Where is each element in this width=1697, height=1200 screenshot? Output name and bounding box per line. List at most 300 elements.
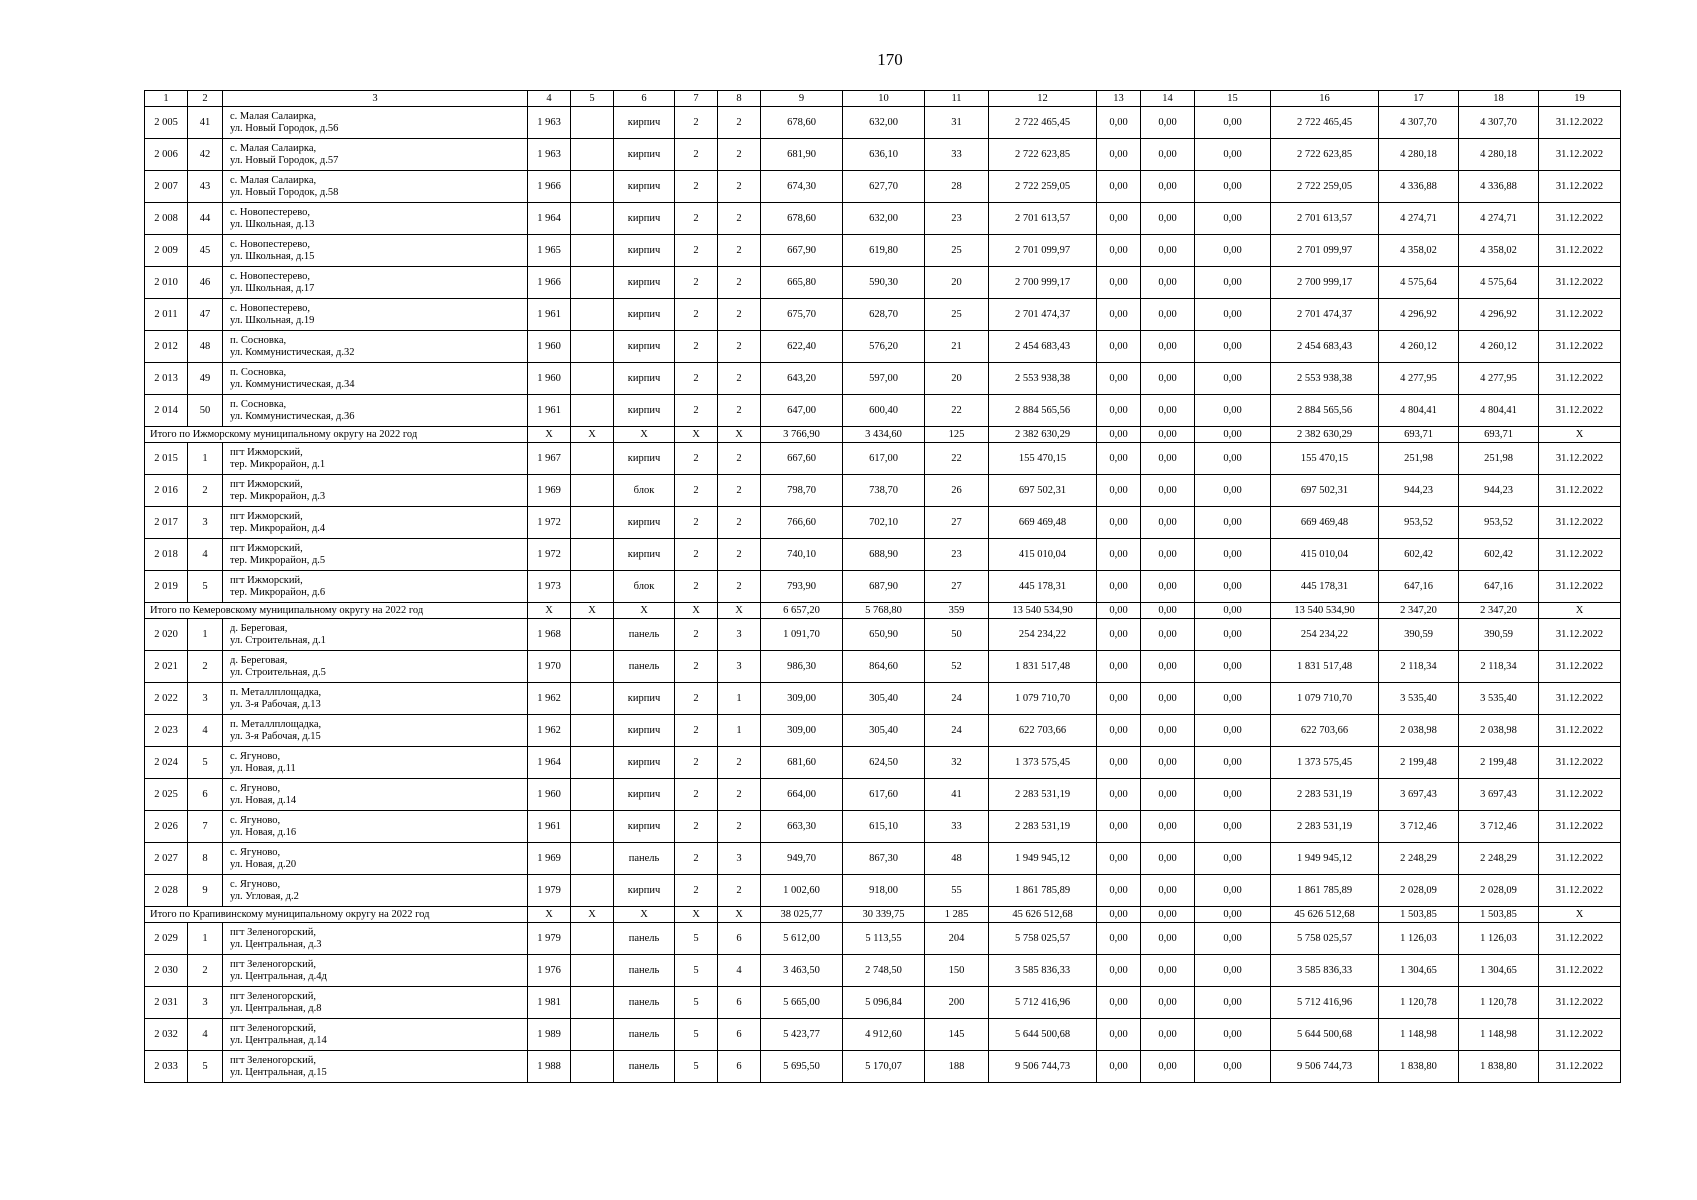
table-cell: 1 972 [528, 507, 571, 539]
table-cell: 2 283 531,19 [1271, 779, 1379, 811]
subtotal-label: Итого по Ижморскому муниципальному округу на 2022 год [145, 427, 528, 443]
table-cell: 200 [925, 987, 989, 1019]
table-cell: 944,23 [1459, 475, 1539, 507]
table-cell: 254 234,22 [1271, 619, 1379, 651]
table-cell [571, 507, 614, 539]
table-cell: 24 [925, 715, 989, 747]
table-cell: 31.12.2022 [1539, 875, 1621, 907]
table-cell: 2 199,48 [1379, 747, 1459, 779]
table-cell: 31.12.2022 [1539, 683, 1621, 715]
table-cell: 2 [675, 779, 718, 811]
table-cell: 4 [188, 1019, 223, 1051]
table-cell: 0,00 [1195, 843, 1271, 875]
table-cell: 2 013 [145, 363, 188, 395]
table-cell: 4 307,70 [1379, 107, 1459, 139]
table-cell: 4 575,64 [1459, 267, 1539, 299]
table-cell: 2 025 [145, 779, 188, 811]
table-cell: 4 [188, 715, 223, 747]
table-cell: X [571, 603, 614, 619]
table-cell: кирпич [614, 139, 675, 171]
table-cell: 0,00 [1195, 507, 1271, 539]
table-cell: 4 260,12 [1459, 331, 1539, 363]
table-cell: 1 960 [528, 331, 571, 363]
table-row [145, 139, 1621, 171]
table-cell: 45 626 512,68 [1271, 907, 1379, 923]
table-cell: 1 002,60 [761, 875, 843, 907]
table-cell: 918,00 [843, 875, 925, 907]
table-cell: 1 126,03 [1459, 923, 1539, 955]
table-cell: 4 804,41 [1459, 395, 1539, 427]
address-cell: пгт Зеленогорский, ул. Центральная, д.15 [223, 1051, 528, 1083]
table-cell: 2 [675, 203, 718, 235]
table-cell: 2 018 [145, 539, 188, 571]
table-cell: 22 [925, 443, 989, 475]
table-cell: кирпич [614, 203, 675, 235]
table-cell: 31.12.2022 [1539, 955, 1621, 987]
table-cell: 2 553 938,38 [1271, 363, 1379, 395]
table-cell: 0,00 [1097, 299, 1141, 331]
table-cell: 2 [718, 107, 761, 139]
table-cell: 31.12.2022 [1539, 139, 1621, 171]
column-number: 3 [223, 91, 528, 107]
table-cell: 26 [925, 475, 989, 507]
table-cell: 4 280,18 [1459, 139, 1539, 171]
table-cell: 663,30 [761, 811, 843, 843]
column-number: 4 [528, 91, 571, 107]
table-cell: 2 701 613,57 [1271, 203, 1379, 235]
table-cell: 251,98 [1459, 443, 1539, 475]
table-cell: 674,30 [761, 171, 843, 203]
table-cell: 31.12.2022 [1539, 171, 1621, 203]
table-cell: 415 010,04 [989, 539, 1097, 571]
table-cell: 1 962 [528, 683, 571, 715]
table-cell: 0,00 [1097, 779, 1141, 811]
table-cell [571, 875, 614, 907]
table-cell: кирпич [614, 875, 675, 907]
table-cell: 2 [675, 747, 718, 779]
table-cell: 31.12.2022 [1539, 843, 1621, 875]
table-cell: 1 960 [528, 779, 571, 811]
table-row [145, 107, 1621, 139]
table-cell: 2 [188, 651, 223, 683]
table-cell: 675,70 [761, 299, 843, 331]
table-cell [571, 539, 614, 571]
table-cell: 25 [925, 299, 989, 331]
table-cell: 0,00 [1141, 987, 1195, 1019]
table-cell: 38 025,77 [761, 907, 843, 923]
table-row [145, 1051, 1621, 1083]
table-cell: 1 979 [528, 923, 571, 955]
table-cell [571, 987, 614, 1019]
table-cell: 2 248,29 [1379, 843, 1459, 875]
table-cell: 309,00 [761, 715, 843, 747]
table-cell: 0,00 [1097, 715, 1141, 747]
table-cell: 6 [718, 987, 761, 1019]
column-number: 6 [614, 91, 675, 107]
table-cell: 0,00 [1141, 811, 1195, 843]
table-cell: 0,00 [1195, 923, 1271, 955]
table-cell: 1 989 [528, 1019, 571, 1051]
table-cell: 0,00 [1195, 331, 1271, 363]
table-cell: 2 017 [145, 507, 188, 539]
table-cell: 0,00 [1195, 779, 1271, 811]
table-row [145, 235, 1621, 267]
table-cell: 0,00 [1141, 507, 1195, 539]
address-cell: п. Сосновка, ул. Коммунистическая, д.32 [223, 331, 528, 363]
table-cell [571, 139, 614, 171]
table-cell: 5 [188, 747, 223, 779]
table-cell: 2 722 259,05 [989, 171, 1097, 203]
table-cell: 20 [925, 363, 989, 395]
table-cell [571, 267, 614, 299]
table-cell: 2 028,09 [1459, 875, 1539, 907]
table-cell: 590,30 [843, 267, 925, 299]
table-cell: кирпич [614, 683, 675, 715]
table-cell: 2 283 531,19 [989, 779, 1097, 811]
address-cell: пгт Зеленогорский, ул. Центральная, д.14 [223, 1019, 528, 1051]
table-cell: 1 861 785,89 [989, 875, 1097, 907]
table-cell: 4 274,71 [1459, 203, 1539, 235]
table-cell: 5 644 500,68 [989, 1019, 1097, 1051]
table-cell: 2 [718, 539, 761, 571]
table-cell: 2 [675, 475, 718, 507]
table-cell: 793,90 [761, 571, 843, 603]
table-cell: 359 [925, 603, 989, 619]
table-cell: 1 [188, 443, 223, 475]
table-cell: 2 016 [145, 475, 188, 507]
table-cell: кирпич [614, 507, 675, 539]
table-cell: 953,52 [1459, 507, 1539, 539]
table-cell: 4 296,92 [1459, 299, 1539, 331]
table-cell: кирпич [614, 715, 675, 747]
table-cell: 2 008 [145, 203, 188, 235]
table-cell: 2 454 683,43 [1271, 331, 1379, 363]
table-cell: 867,30 [843, 843, 925, 875]
table-cell: 617,60 [843, 779, 925, 811]
table-cell [571, 235, 614, 267]
table-cell: 31.12.2022 [1539, 987, 1621, 1019]
table-cell: 0,00 [1097, 651, 1141, 683]
table-cell: X [1539, 427, 1621, 443]
table-cell: 0,00 [1141, 171, 1195, 203]
column-number: 11 [925, 91, 989, 107]
table-cell: 2 012 [145, 331, 188, 363]
table-cell: 5 113,55 [843, 923, 925, 955]
table-cell: 2 [718, 875, 761, 907]
table-cell: 697 502,31 [1271, 475, 1379, 507]
table-row [145, 747, 1621, 779]
table-cell: 2 884 565,56 [1271, 395, 1379, 427]
table-cell: 617,00 [843, 443, 925, 475]
table-cell: 3 535,40 [1379, 683, 1459, 715]
table-cell: 415 010,04 [1271, 539, 1379, 571]
table-cell: 2 722 465,45 [989, 107, 1097, 139]
table-cell: 643,20 [761, 363, 843, 395]
table-cell: 31.12.2022 [1539, 539, 1621, 571]
table-cell: 2 [718, 203, 761, 235]
table-cell: 4 296,92 [1379, 299, 1459, 331]
column-number: 19 [1539, 91, 1621, 107]
table-cell: 702,10 [843, 507, 925, 539]
table-row [145, 1019, 1621, 1051]
table-cell: 0,00 [1097, 843, 1141, 875]
table-cell: 0,00 [1195, 539, 1271, 571]
table-cell: 0,00 [1097, 507, 1141, 539]
table-cell: 0,00 [1141, 203, 1195, 235]
table-cell: 0,00 [1141, 539, 1195, 571]
table-cell: 2 038,98 [1459, 715, 1539, 747]
table-cell: 2 701 099,97 [989, 235, 1097, 267]
table-cell: 2 007 [145, 171, 188, 203]
table-cell: панель [614, 1019, 675, 1051]
table-cell: 25 [925, 235, 989, 267]
table-cell: 740,10 [761, 539, 843, 571]
table-cell: кирпич [614, 443, 675, 475]
table-cell: 1 965 [528, 235, 571, 267]
table-cell: 0,00 [1141, 907, 1195, 923]
table-cell: 1 967 [528, 443, 571, 475]
table-cell: 0,00 [1195, 571, 1271, 603]
table-cell [571, 651, 614, 683]
table-cell: 0,00 [1195, 715, 1271, 747]
table-cell: 28 [925, 171, 989, 203]
table-cell: 2 020 [145, 619, 188, 651]
table-cell [571, 395, 614, 427]
column-number: 8 [718, 91, 761, 107]
table-cell: 3 463,50 [761, 955, 843, 987]
table-cell: 2 [718, 811, 761, 843]
table-cell: 0,00 [1141, 1051, 1195, 1083]
table-cell: 4 280,18 [1379, 139, 1459, 171]
table-cell: 2 [718, 299, 761, 331]
table-cell: 0,00 [1141, 683, 1195, 715]
table-cell: X [614, 907, 675, 923]
table-cell: 0,00 [1195, 619, 1271, 651]
table-cell: 0,00 [1141, 299, 1195, 331]
table-cell: 0,00 [1097, 875, 1141, 907]
table-cell: 3 [718, 843, 761, 875]
table-cell: 1 961 [528, 299, 571, 331]
table-cell: 2 118,34 [1379, 651, 1459, 683]
table-cell: 632,00 [843, 107, 925, 139]
subtotal-row [145, 427, 1621, 443]
table-cell: 0,00 [1195, 603, 1271, 619]
table-cell: блок [614, 475, 675, 507]
table-cell: 697 502,31 [989, 475, 1097, 507]
table-cell: 4 336,88 [1379, 171, 1459, 203]
housing-register-table [144, 90, 1621, 1083]
table-cell: 665,80 [761, 267, 843, 299]
table-cell [571, 811, 614, 843]
column-number: 14 [1141, 91, 1195, 107]
table-cell: 1 962 [528, 715, 571, 747]
table-cell: 1 838,80 [1459, 1051, 1539, 1083]
table-row [145, 571, 1621, 603]
table-cell: X [528, 907, 571, 923]
address-cell: п. Сосновка, ул. Коммунистическая, д.36 [223, 395, 528, 427]
table-cell: 6 [718, 923, 761, 955]
table-cell: 1 [718, 683, 761, 715]
table-cell [571, 923, 614, 955]
table-cell: 0,00 [1141, 603, 1195, 619]
address-cell: пгт Ижморский, тер. Микрорайон, д.4 [223, 507, 528, 539]
table-cell: 2 021 [145, 651, 188, 683]
table-cell: 1 960 [528, 363, 571, 395]
table-cell: 0,00 [1141, 139, 1195, 171]
table-cell: 669 469,48 [989, 507, 1097, 539]
table-cell: 2 [188, 955, 223, 987]
table-cell: 3 [718, 619, 761, 651]
table-cell: 2 283 531,19 [1271, 811, 1379, 843]
table-cell: 31.12.2022 [1539, 331, 1621, 363]
table-cell: 0,00 [1141, 923, 1195, 955]
table-cell: 20 [925, 267, 989, 299]
table-cell: 0,00 [1141, 1019, 1195, 1051]
table-cell: 2 [718, 363, 761, 395]
table-cell: 2 [675, 651, 718, 683]
table-cell: кирпич [614, 267, 675, 299]
table-cell: 2 [675, 107, 718, 139]
table-cell: 0,00 [1195, 267, 1271, 299]
table-cell: 1 304,65 [1459, 955, 1539, 987]
table-cell: 47 [188, 299, 223, 331]
table-row [145, 651, 1621, 683]
table-cell: 864,60 [843, 651, 925, 683]
table-cell: 2 722 623,85 [989, 139, 1097, 171]
table-cell: 2 701 474,37 [1271, 299, 1379, 331]
table-cell: 1 831 517,48 [1271, 651, 1379, 683]
table-row [145, 331, 1621, 363]
table-cell: 31.12.2022 [1539, 811, 1621, 843]
table-cell: 5 096,84 [843, 987, 925, 1019]
table-cell: 664,00 [761, 779, 843, 811]
address-cell: пгт Ижморский, тер. Микрорайон, д.5 [223, 539, 528, 571]
table-cell: 0,00 [1097, 907, 1141, 923]
table-cell: 1 [718, 715, 761, 747]
table-cell: 9 506 744,73 [989, 1051, 1097, 1083]
table-cell: 1 969 [528, 475, 571, 507]
table-row [145, 779, 1621, 811]
table-cell: 2 [675, 267, 718, 299]
table-cell: 1 970 [528, 651, 571, 683]
table-row [145, 715, 1621, 747]
table-cell: 0,00 [1141, 955, 1195, 987]
table-row [145, 395, 1621, 427]
table-row [145, 171, 1621, 203]
table-cell: 2 028,09 [1379, 875, 1459, 907]
table-cell: 1 963 [528, 107, 571, 139]
table-cell: 0,00 [1195, 1051, 1271, 1083]
table-cell: 0,00 [1141, 747, 1195, 779]
table-cell: 2 [675, 811, 718, 843]
table-cell: 5 644 500,68 [1271, 1019, 1379, 1051]
table-cell: 2 248,29 [1459, 843, 1539, 875]
table-cell: 31.12.2022 [1539, 507, 1621, 539]
table-cell: 0,00 [1141, 443, 1195, 475]
address-cell: с. Новопестерево, ул. Школьная, д.19 [223, 299, 528, 331]
table-cell: кирпич [614, 299, 675, 331]
table-cell: 2 [188, 475, 223, 507]
table-cell: X [675, 427, 718, 443]
table-cell: 627,70 [843, 171, 925, 203]
address-cell: пгт Ижморский, тер. Микрорайон, д.1 [223, 443, 528, 475]
page-number: 170 [877, 50, 903, 69]
table-cell: 0,00 [1195, 443, 1271, 475]
table-cell: 2 382 630,29 [989, 427, 1097, 443]
table-cell: кирпич [614, 395, 675, 427]
table-cell: X [1539, 603, 1621, 619]
table-cell: 0,00 [1097, 395, 1141, 427]
table-cell: 31.12.2022 [1539, 395, 1621, 427]
table-cell: 2 [675, 619, 718, 651]
table-cell: 2 023 [145, 715, 188, 747]
table-cell: кирпич [614, 539, 675, 571]
table-cell: 4 358,02 [1459, 235, 1539, 267]
table-cell: 0,00 [1195, 747, 1271, 779]
table-cell: 2 [718, 331, 761, 363]
table-cell: 390,59 [1379, 619, 1459, 651]
table-cell: 31.12.2022 [1539, 779, 1621, 811]
address-cell: пгт Ижморский, тер. Микрорайон, д.3 [223, 475, 528, 507]
table-cell: 4 277,95 [1379, 363, 1459, 395]
table-cell: 2 [675, 875, 718, 907]
table-cell: X [675, 603, 718, 619]
table-cell: 2 [675, 363, 718, 395]
table-cell: 5 [675, 955, 718, 987]
table-cell: 0,00 [1097, 139, 1141, 171]
table-cell: 6 [188, 779, 223, 811]
table-cell: 0,00 [1097, 203, 1141, 235]
table-cell: 2 701 474,37 [989, 299, 1097, 331]
table-cell [571, 475, 614, 507]
table-cell: 0,00 [1141, 571, 1195, 603]
table-cell: 669 469,48 [1271, 507, 1379, 539]
column-number: 12 [989, 91, 1097, 107]
table-cell: 3 585 836,33 [1271, 955, 1379, 987]
table-cell: панель [614, 1051, 675, 1083]
address-cell: пгт Зеленогорский, ул. Центральная, д.8 [223, 987, 528, 1019]
table-cell: 2 722 465,45 [1271, 107, 1379, 139]
table-row [145, 619, 1621, 651]
table-cell: 1 503,85 [1459, 907, 1539, 923]
table-cell: 390,59 [1459, 619, 1539, 651]
table-cell: 1 120,78 [1379, 987, 1459, 1019]
table-cell: 42 [188, 139, 223, 171]
table-cell [571, 683, 614, 715]
table-cell: 0,00 [1195, 171, 1271, 203]
table-cell [571, 955, 614, 987]
column-number: 7 [675, 91, 718, 107]
table-cell: 6 [718, 1019, 761, 1051]
table-cell: 8 [188, 843, 223, 875]
table-cell: кирпич [614, 107, 675, 139]
table-cell: 22 [925, 395, 989, 427]
table-cell: 2 [718, 779, 761, 811]
table-cell: 0,00 [1097, 1019, 1141, 1051]
table-cell [571, 203, 614, 235]
table-cell: 944,23 [1379, 475, 1459, 507]
table-cell: 150 [925, 955, 989, 987]
table-cell: 4 804,41 [1379, 395, 1459, 427]
table-cell: 52 [925, 651, 989, 683]
column-number: 15 [1195, 91, 1271, 107]
table-cell: 4 358,02 [1379, 235, 1459, 267]
table-cell: 687,90 [843, 571, 925, 603]
table-cell: 678,60 [761, 203, 843, 235]
table-cell: 0,00 [1141, 843, 1195, 875]
table-cell: 2 748,50 [843, 955, 925, 987]
table-cell: 2 199,48 [1459, 747, 1539, 779]
